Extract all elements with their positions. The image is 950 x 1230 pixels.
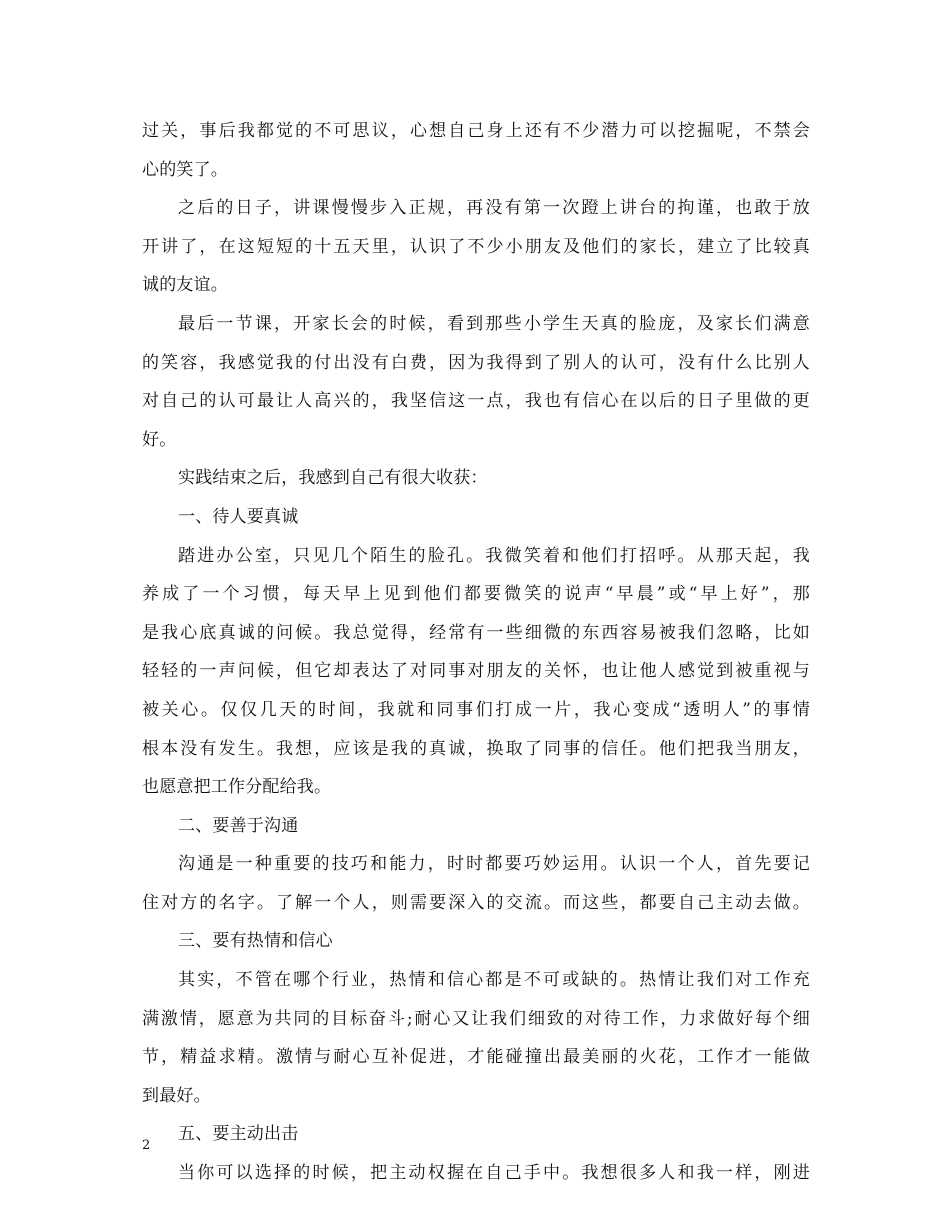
page-number: 2	[142, 1138, 151, 1153]
text-line: 沟通是一种重要的技巧和能力，时时都要巧妙运用。认识一个人，首先要记	[178, 854, 810, 875]
text-line: 是我心底真诚的问候。我总觉得，经常有一些细微的东西容易被我们忽略，比如	[142, 622, 810, 643]
text-line: 之后的日子，讲课慢慢步入正规，再没有第一次蹬上讲台的拘谨，也敢于放	[178, 198, 810, 219]
text-line: 节，精益求精。激情与耐心互补促进，才能碰撞出最美丽的火花，工作才一能做	[142, 1047, 810, 1068]
text-line: 养成了一个习惯，每天早上见到他们都要微笑的说声“早晨”或“早上好”，那	[142, 584, 810, 605]
text-line: 过关，事后我都觉的不可思议，心想自己身上还有不少潜力可以挖掘呢，不禁会	[142, 121, 810, 141]
text-line: 的笑容，我感觉我的付出没有白费，因为我得到了别人的认可，没有什么比别人	[142, 352, 810, 373]
text-line: 被关心。仅仅几天的时间，我就和同事们打成一片，我心变成“透明人”的事情	[142, 699, 810, 720]
document-body	[142, 112, 810, 1193]
text-line: 对自己的认可最让人高兴的，我坚信这一点，我也有信心在以后的日子里做的更	[142, 391, 810, 412]
text-line: 开讲了，在这短短的十五天里，认识了不少小朋友及他们的家长，建立了比较真	[142, 236, 810, 257]
text-line: 心的笑了。	[142, 159, 228, 180]
text-line: 满激情，愿意为共同的目标奋斗;耐心又让我们细致的对待工作，力求做好每个细	[142, 1008, 810, 1029]
text-line: 实践结束之后，我感到自己有很大收获：	[178, 468, 488, 489]
text-line: 也愿意把工作分配给我。	[142, 777, 332, 798]
text-line: 最后一节课，开家长会的时候，看到那些小学生天真的脸庞，及家长们满意	[178, 313, 810, 334]
text-line: 踏进办公室，只见几个陌生的脸孔。我微笑着和他们打招呼。从那天起，我	[178, 545, 810, 566]
text-line: 好。	[142, 429, 177, 450]
text-line: 根本没有发生。我想，应该是我的真诚，换取了同事的信任。他们把我当朋友，	[142, 738, 810, 759]
text-line: 住对方的名字。了解一个人，则需要深入的交流。而这些，都要自己主动去做。	[142, 892, 810, 913]
text-line: 轻轻的一声问候，但它却表达了对同事对朋友的关怀，也让他人感觉到被重视与	[142, 661, 810, 682]
text-line: 五、要主动出击	[178, 1124, 299, 1145]
text-line: 到最好。	[142, 1085, 211, 1106]
text-line: 一、待人要真诚	[178, 506, 299, 527]
text-line: 二、要善于沟通	[178, 815, 299, 836]
text-line: 其实，不管在哪个行业，热情和信心都是不可或缺的。热情让我们对工作充	[178, 970, 810, 991]
text-line: 三、要有热情和信心	[178, 931, 333, 952]
text-line: 当你可以选择的时候，把主动权握在自己手中。我想很多人和我一样，刚进	[178, 1163, 810, 1184]
text-line: 诚的友谊。	[142, 275, 228, 296]
